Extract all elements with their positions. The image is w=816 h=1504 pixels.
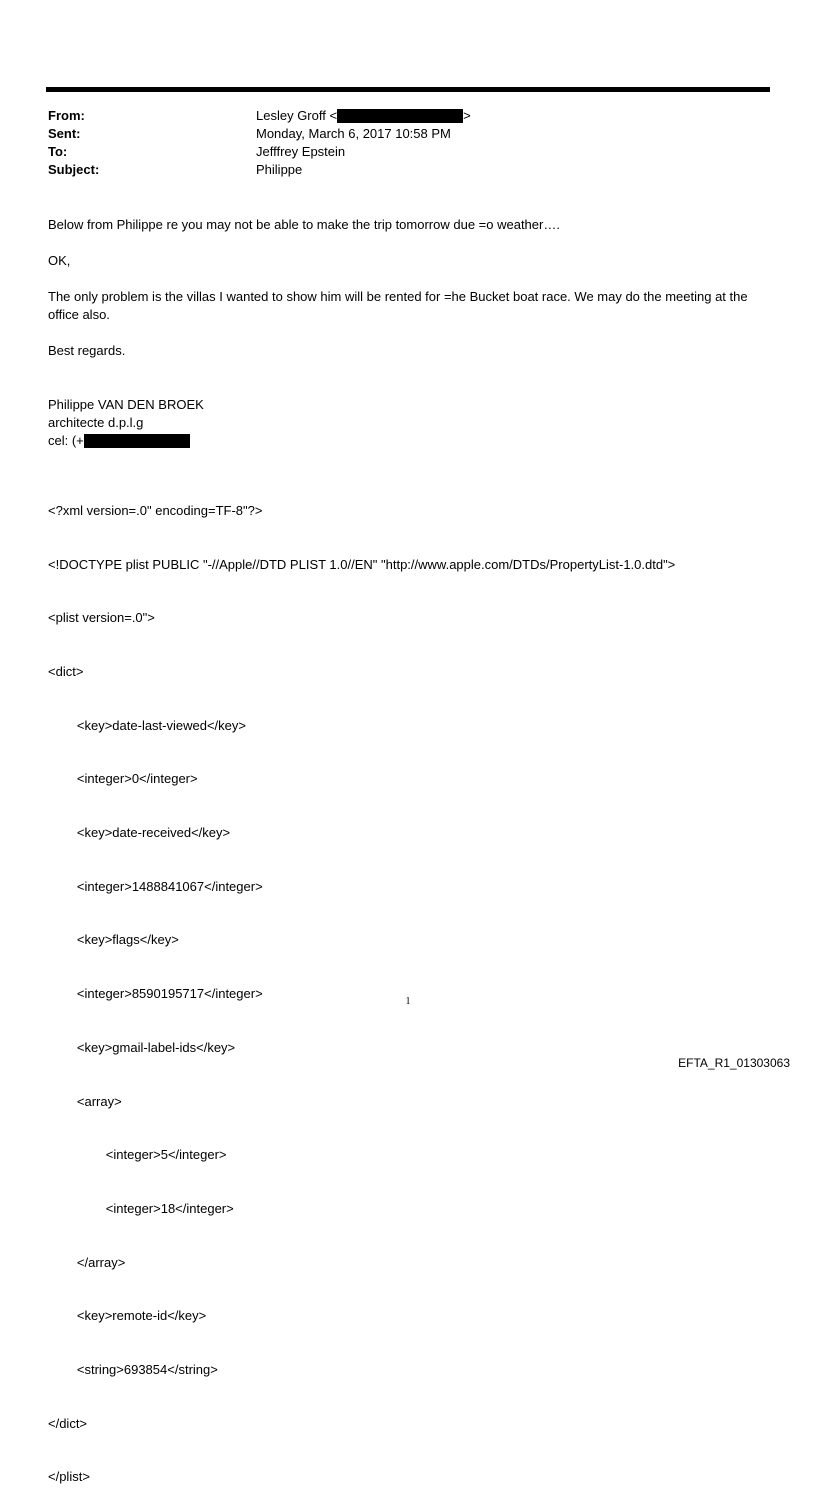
xml-line: <key>remote-id</key> <box>48 1308 207 1324</box>
xml-line: </array> <box>48 1254 126 1270</box>
page-number: 1 <box>405 996 411 1007</box>
header-divider <box>46 87 770 92</box>
document-id: EFTA_R1_01303063 <box>678 1056 790 1070</box>
body-paragraph: The only problem is the villas I wanted to show him will be rented for =he Bucket boat race. We may do the meeting at the office also. <box>48 289 748 322</box>
cel-prefix: cel: (+ <box>48 433 84 448</box>
from-label: From: <box>48 108 85 123</box>
xml-line: <integer>1488841067</integer> <box>48 878 263 894</box>
xml-line: <plist version=.0"> <box>48 610 155 626</box>
plist-xml-block <box>48 466 675 1504</box>
redaction-box <box>84 434 190 448</box>
from-close: > <box>463 108 471 123</box>
xml-line: <integer>8590195717</integer> <box>48 986 263 1002</box>
email-header <box>48 107 471 179</box>
from-row <box>48 107 471 125</box>
body-line-2: OK, <box>48 253 71 268</box>
xml-line: <string>693854</string> <box>48 1362 218 1378</box>
xml-line: <key>flags</key> <box>48 932 179 948</box>
xml-line: <key>gmail-label-ids</key> <box>48 1039 236 1055</box>
to-value: Jefffrey Epstein <box>256 144 346 159</box>
xml-line: <!DOCTYPE plist PUBLIC "-//Apple//DTD PLIST 1.0//EN" "http://www.apple.com/DTDs/PropertyList-1.0.dtd"> <box>48 556 676 572</box>
sent-row <box>48 125 471 143</box>
xml-line: <integer>0</integer> <box>48 771 198 787</box>
xml-line: <array> <box>48 1093 122 1109</box>
signature-title: architecte d.p.l.g <box>48 415 144 430</box>
xml-line: <integer>18</integer> <box>48 1200 234 1216</box>
signature-name: Philippe VAN DEN BROEK <box>48 397 204 412</box>
xml-line: <?xml version=.0" encoding=TF-8"?> <box>48 502 263 518</box>
body-line-1: Below from Philippe re you may not be able to make the trip tomorrow due =o weather…. <box>48 217 560 232</box>
xml-line: <key>date-last-viewed</key> <box>48 717 246 733</box>
subject-value: Philippe <box>256 162 303 177</box>
body-closing: Best regards. <box>48 343 126 358</box>
to-row <box>48 143 471 161</box>
xml-line: <dict> <box>48 663 84 679</box>
signature-cel <box>48 432 768 450</box>
xml-line: </dict> <box>48 1415 88 1431</box>
xml-line: <key>date-received</key> <box>48 825 231 841</box>
subject-row <box>48 161 471 179</box>
redaction-box <box>337 109 463 123</box>
xml-line: <integer>5</integer> <box>48 1147 227 1163</box>
to-label: To: <box>48 144 68 159</box>
from-value <box>256 107 471 125</box>
from-name: Lesley Groff < <box>256 108 338 123</box>
xml-line: </plist> <box>48 1469 90 1485</box>
sent-label: Sent: <box>48 126 81 141</box>
sent-value: Monday, March 6, 2017 10:58 PM <box>256 126 451 141</box>
subject-label: Subject: <box>48 162 100 177</box>
signature <box>48 396 768 450</box>
